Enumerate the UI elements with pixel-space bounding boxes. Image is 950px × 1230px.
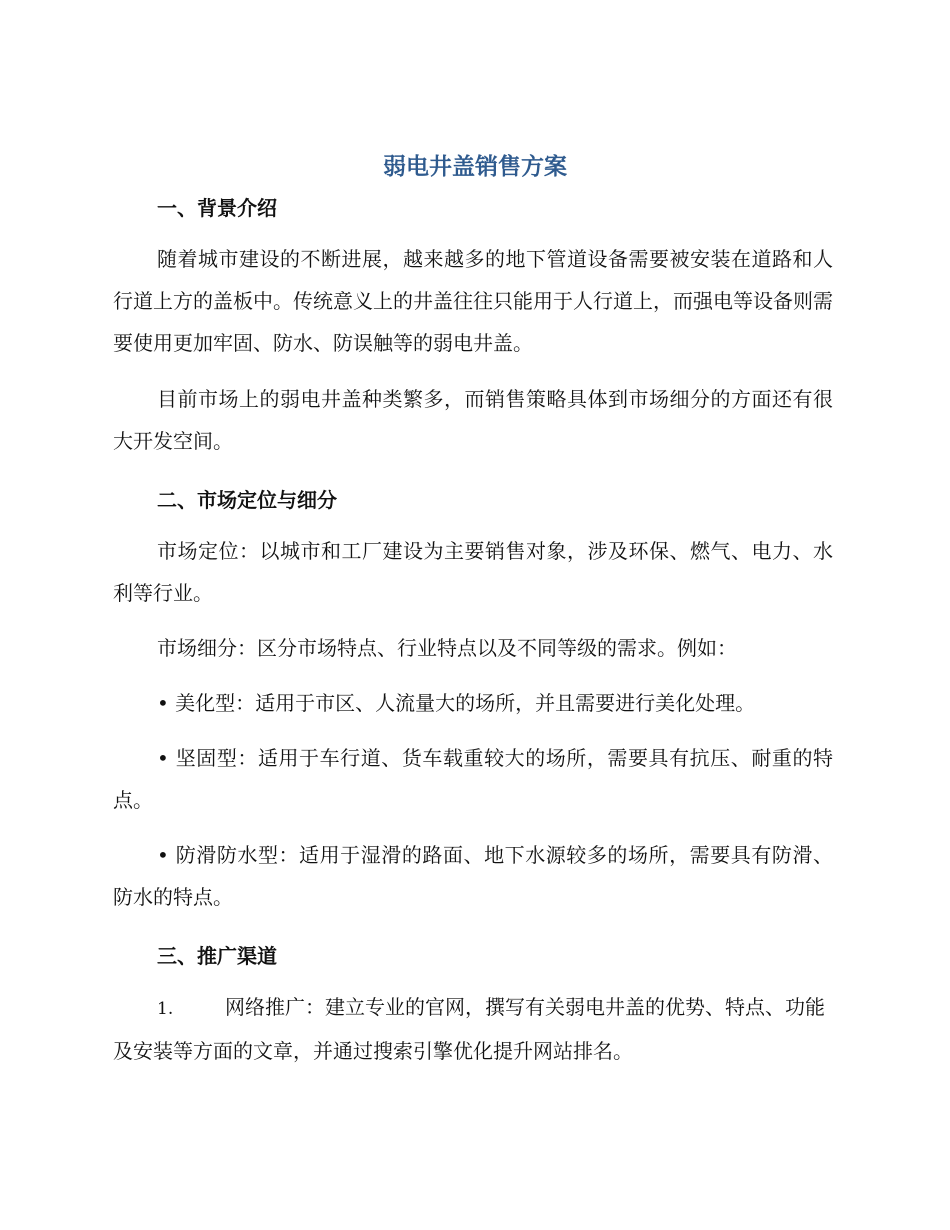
section-heading-promotion: 三、推广渠道 (157, 944, 277, 968)
item-text: 网络推广：建立专业的官网，撰写有关弱电井盖的优势、特点、功能及安装等方面的文章，并通过搜索引擎优化提升网站排名。 (113, 995, 825, 1063)
list-item-sturdy-type: • 坚固型：适用于车行道、货车载重较大的场所，需要具有抗压、耐重的特点。 (113, 746, 833, 812)
paragraph-market-segmentation: 市场细分：区分市场特点、行业特点以及不同等级的需求。例如： (157, 636, 737, 660)
document-title: 弱电井盖销售方案 (383, 154, 567, 180)
section-heading-background: 一、背景介绍 (157, 196, 277, 220)
paragraph-market-positioning: 市场定位：以城市和工厂建设为主要销售对象，涉及环保、燃气、电力、水利等行业。 (113, 539, 833, 605)
item-number: 1. (157, 999, 174, 1019)
paragraph-background-1: 随着城市建设的不断进展，越来越多的地下管道设备需要被安装在道路和人行道上方的盖板中。传统意义上的井盖往往只能用于人行道上，而强电等设备则需要使用更加牢固、防水、防误触等的弱电井盖。 (113, 247, 833, 355)
list-item-antislip-waterproof-type: • 防滑防水型：适用于湿滑的路面、地下水源较多的场所，需要具有防滑、防水的特点。 (113, 843, 833, 909)
section-heading-market: 二、市场定位与细分 (157, 488, 337, 512)
numbered-item-online-promotion (113, 986, 833, 1072)
paragraph-background-2: 目前市场上的弱电井盖种类繁多，而销售策略具体到市场细分的方面还有很大开发空间。 (113, 387, 833, 453)
list-item-beautify-type: • 美化型：适用于市区、人流量大的场所，并且需要进行美化处理。 (157, 691, 756, 715)
